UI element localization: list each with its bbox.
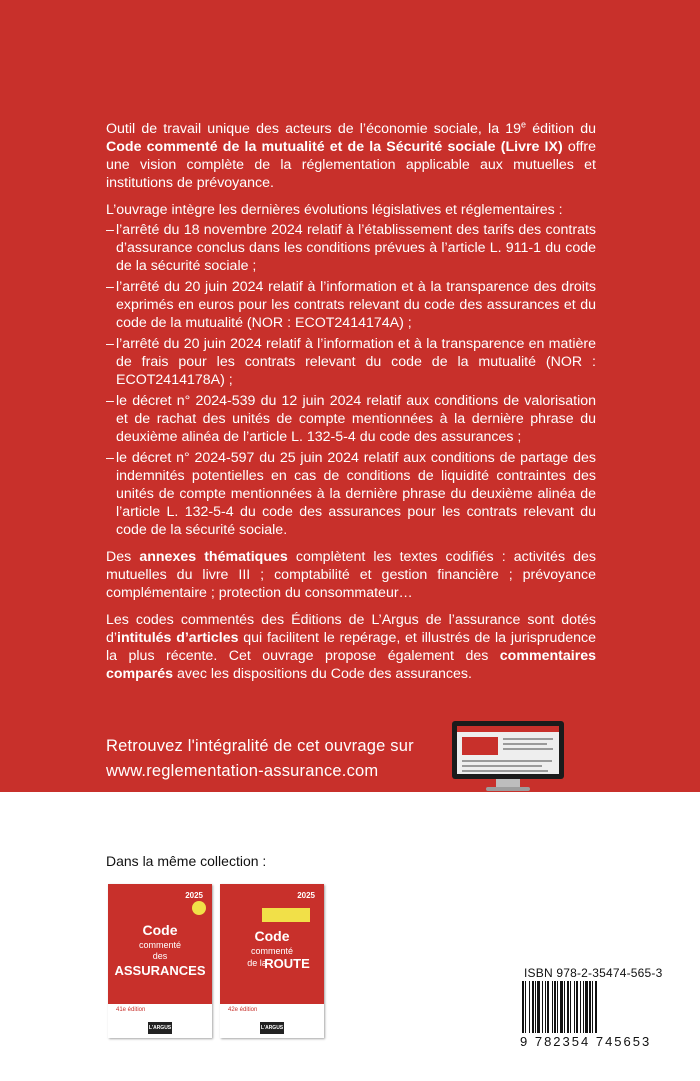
isbn-label: ISBN 978-2-35474-565-3 [524, 966, 663, 980]
publisher-logo: L'ARGUS [260, 1022, 284, 1034]
book-cover-assurances[interactable]: 2025 Code commenté des ASSURANCES 41e édition L'ARGUS [108, 884, 212, 1038]
monitor-icon [452, 721, 564, 791]
back-cover-text [106, 120, 596, 692]
updates-list [106, 221, 596, 539]
list-item: – le décret n° 2024-597 du 25 juin 2024 relatif aux conditions de partage des indemnités potentielles en cas de conditions de liquidité contraintes des unités de compte mentionnées à la dernière phrase du deuxième alinéa de l’article L. 132-5-4 du code des assurances pour les contrats relevant du code de la sécurité sociale. [106, 449, 596, 539]
list-item: – l’arrêté du 20 juin 2024 relatif à l’information et à la transparence des droits exprimés en euros pour les contrats relevant du code des assurances et du code de la mutualité (NOR : ECOT2414174A) ; [106, 278, 596, 332]
barcode [522, 981, 618, 1033]
publisher-logo: L'ARGUS [148, 1022, 172, 1034]
badge-icon [192, 901, 206, 915]
website-link[interactable]: www.reglementation-assurance.com [106, 762, 379, 780]
barcode-digits: 9 782354 745653 [520, 1034, 652, 1049]
collection-heading: Dans la même collection : [106, 853, 267, 869]
intro-paragraph: Outil de travail unique des acteurs de l’économie sociale, la 19e édition du Code commenté de la mutualité et de la Sécurité sociale (Livre IX) offre une vision complète de la réglementation applicable aux mutuelles et institutions de prévoyance. [106, 119, 596, 191]
updates-intro: L’ouvrage intègre les dernières évolutions législatives et réglementaires : [106, 202, 563, 218]
list-item: – l’arrêté du 20 juin 2024 relatif à l’information et à la transparence en matière de frais pour les contrats relevant du code de la mutualité (NOR : ECOT2414178A) ; [106, 335, 596, 389]
features-paragraph: Les codes commentés des Éditions de L’Argus de l’assurance sont dotés d’intitulés d’articles qui facilitent le repérage, et illustrés de la jurisprudence la plus récente. Cet ouvrage propose également des commentaires comparés avec les dispositions du Code des assurances. [106, 612, 596, 682]
annexes-paragraph: Des annexes thématiques complètent les textes codifiés : activités des mutuelles du livre III ; comptabilité et gestion financière ; prévoyance complémentaire ; protection du consommateur… [106, 549, 597, 601]
list-item: – l’arrêté du 18 novembre 2024 relatif à l’établissement des tarifs des contrats d’assurance conclus dans les conditions prévues à l’article L. 911-1 du code de la sécurité sociale ; [106, 221, 596, 275]
book-title: Code commenté de la mutualité et de la Sécurité sociale (Livre IX) [106, 139, 563, 155]
book-cover-route[interactable]: 2025 Code commenté de la ROUTE 42e édition L'ARGUS [220, 884, 324, 1038]
online-promo [106, 734, 446, 784]
list-item: – le décret n° 2024-539 du 12 juin 2024 relatif aux conditions de valorisation et de rachat des unités de compte mentionnées à la dernière phrase du deuxième alinéa de l’article L. 132-5-4 du code des assurances ; [106, 392, 596, 446]
promo-text: Retrouvez l'intégralité de cet ouvrage sur [106, 737, 414, 755]
badge-icon [262, 908, 310, 922]
